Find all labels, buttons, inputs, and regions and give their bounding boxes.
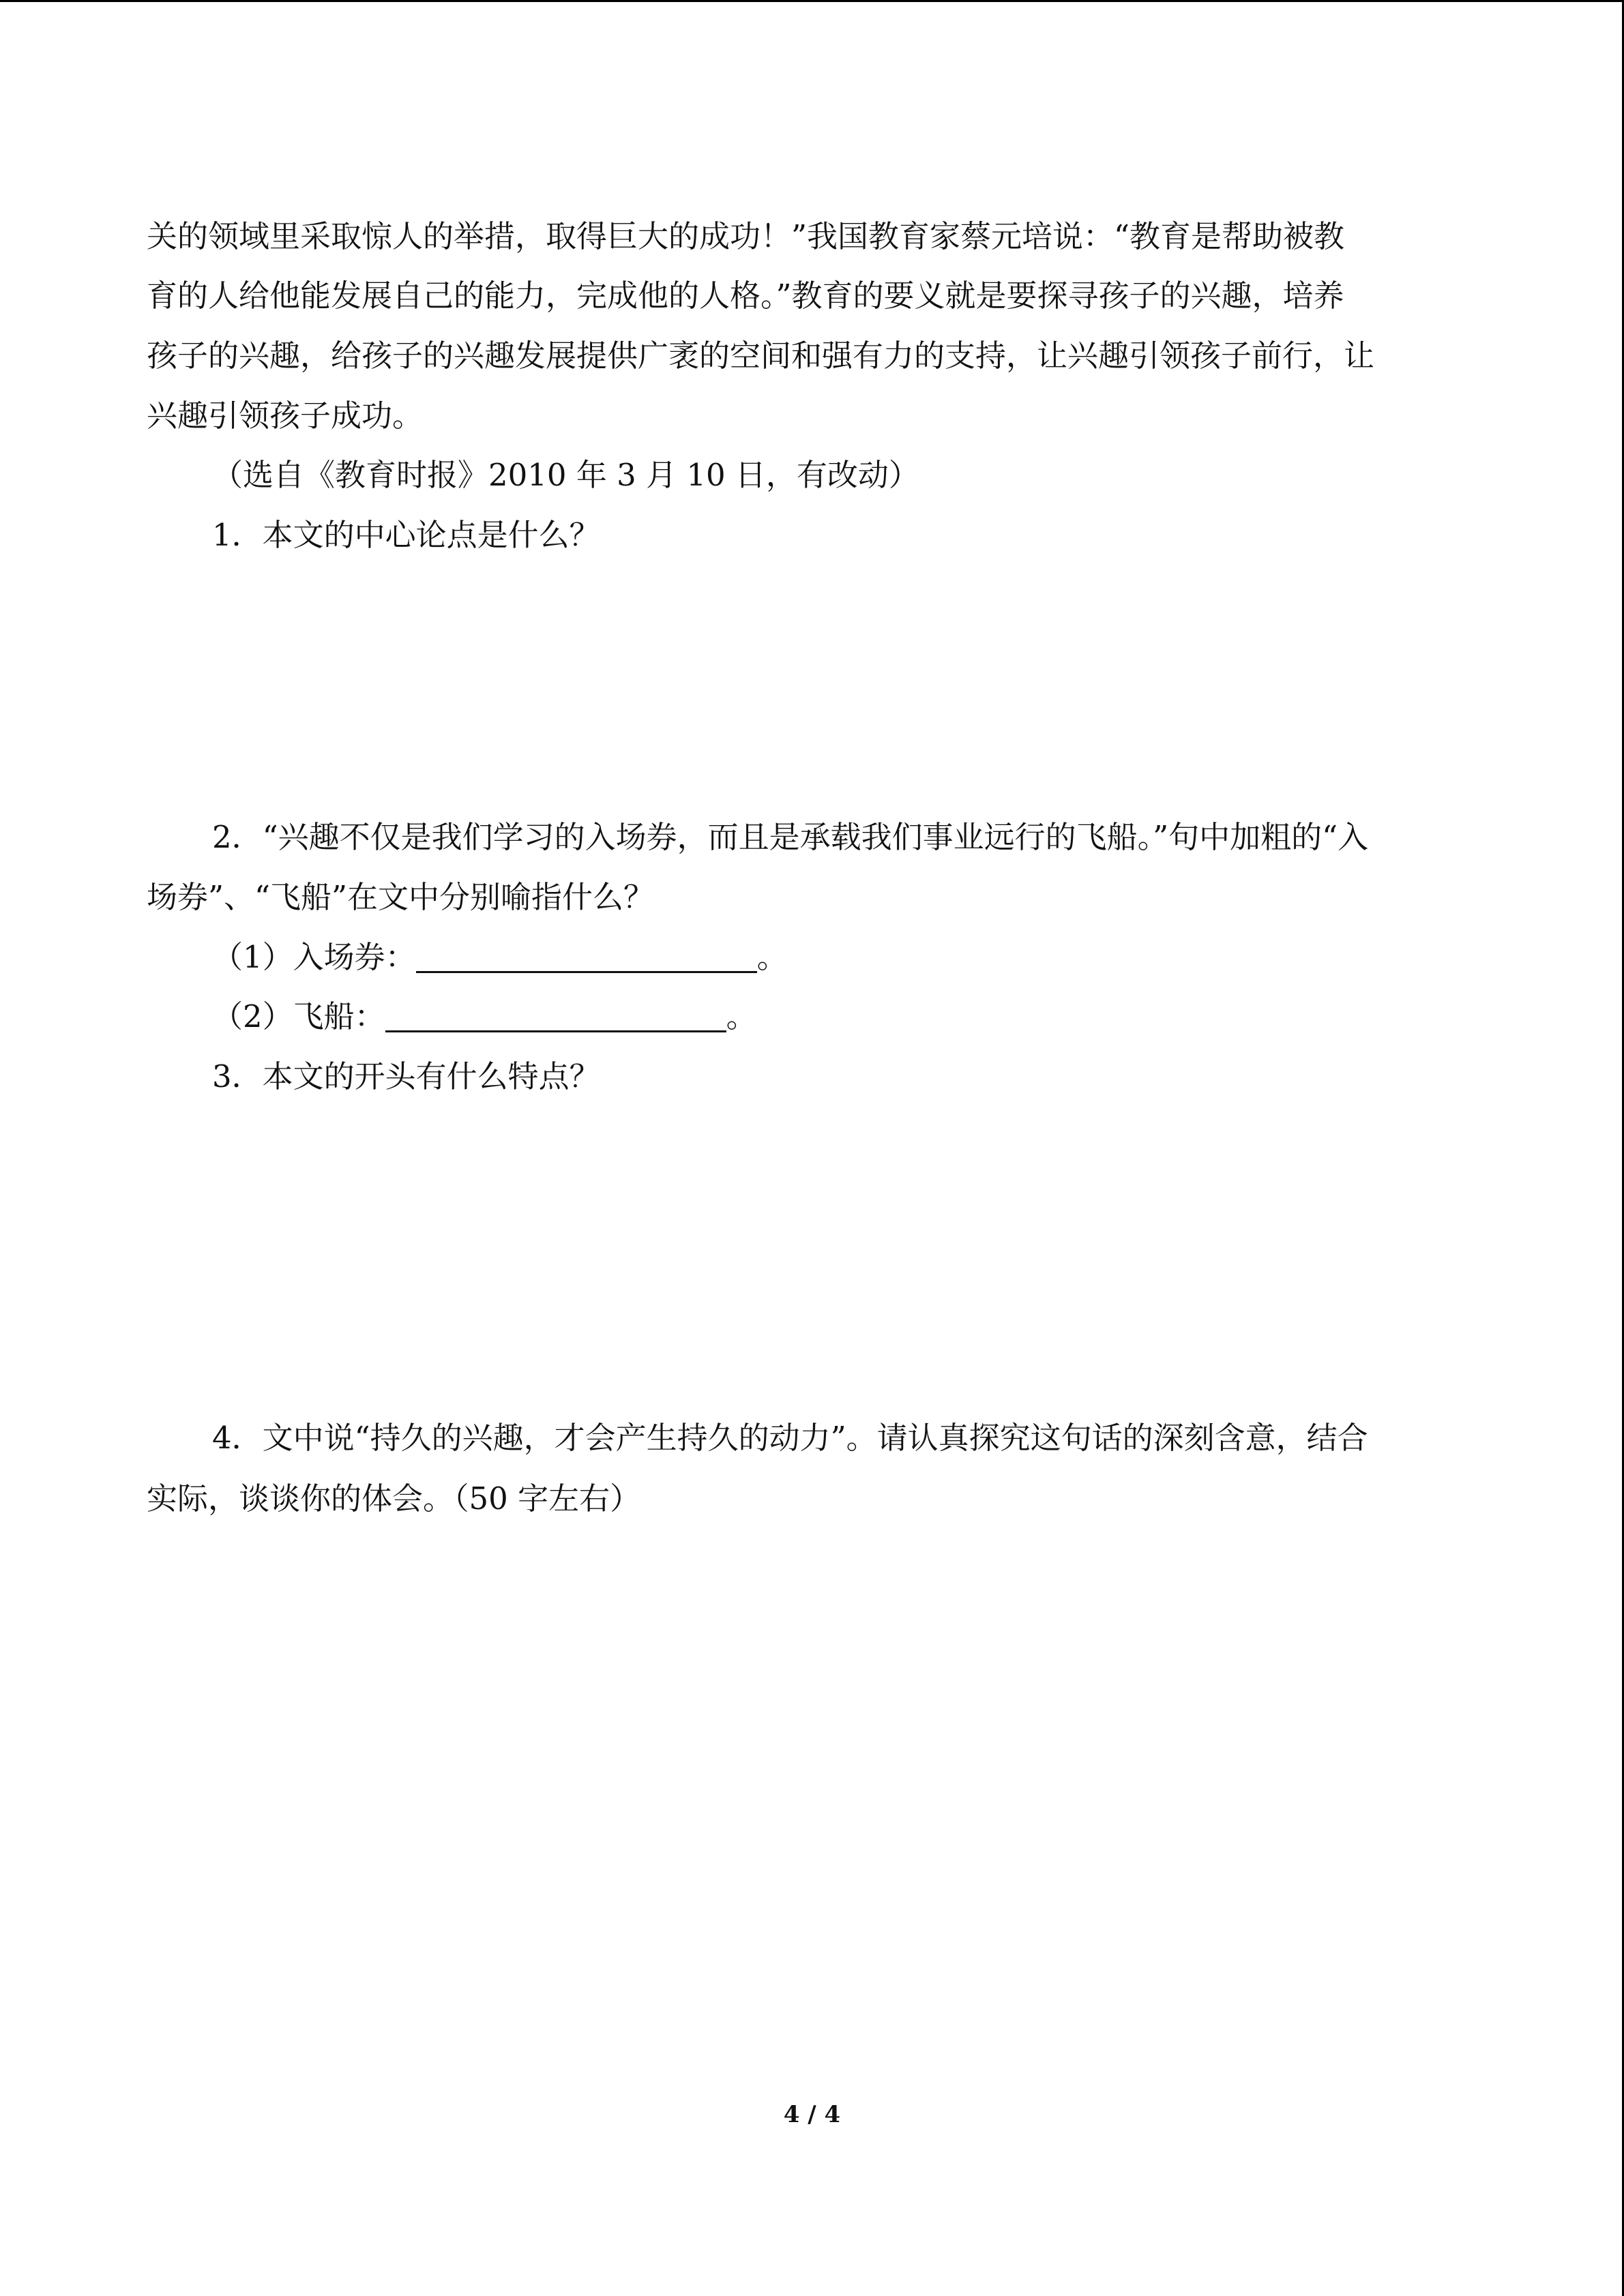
answer-blank-1[interactable] xyxy=(416,944,757,973)
passage-line-4: 兴趣引领孩子成功。 xyxy=(147,398,424,434)
question-1: 1．本文的中心论点是什么？ xyxy=(212,517,600,553)
passage-line-1: 关的领域里采取惊人的举措，取得巨大的成功！”我国教育家蔡元培说：“教育是帮助被教 xyxy=(147,218,1345,254)
sub-1-end: 。 xyxy=(756,939,788,975)
passage-line-2: 育的人给他能发展自己的能力，完成他的人格。”教育的要义就是要探寻孩子的兴趣，培养 xyxy=(147,278,1344,314)
passage-source: （选自《教育时报》2010 年 3 月 10 日，有改动） xyxy=(212,457,919,493)
sub-1-label: （1）入场券： xyxy=(212,939,416,975)
question-2-line-2: 场券”、“飞船”在文中分别喻指什么？ xyxy=(147,879,655,915)
sub-2-label: （2）飞船： xyxy=(212,998,385,1034)
question-3: 3．本文的开头有什么特点？ xyxy=(212,1058,600,1094)
passage-line-3: 孩子的兴趣，给孩子的兴趣发展提供广袤的空间和强有力的支持，让兴趣引领孩子前行，让 xyxy=(147,338,1375,374)
question-2-line-1: 2．“兴趣不仅是我们学习的入场券，而且是承载我们事业远行的飞船。”句中加粗的“入 xyxy=(212,819,1369,855)
question-4-line-2: 实际，谈谈你的体会。（50 字左右） xyxy=(147,1480,641,1517)
question-2-sub-1 xyxy=(212,937,788,978)
sub-2-end: 。 xyxy=(726,998,757,1034)
question-4-line-1: 4．文中说“持久的兴趣，才会产生持久的动力”。请认真探究这句话的深刻含意，结合 xyxy=(212,1420,1368,1456)
answer-blank-2[interactable] xyxy=(385,1003,726,1032)
question-2-sub-2 xyxy=(212,996,757,1037)
page-number: 4 / 4 xyxy=(783,2101,841,2128)
